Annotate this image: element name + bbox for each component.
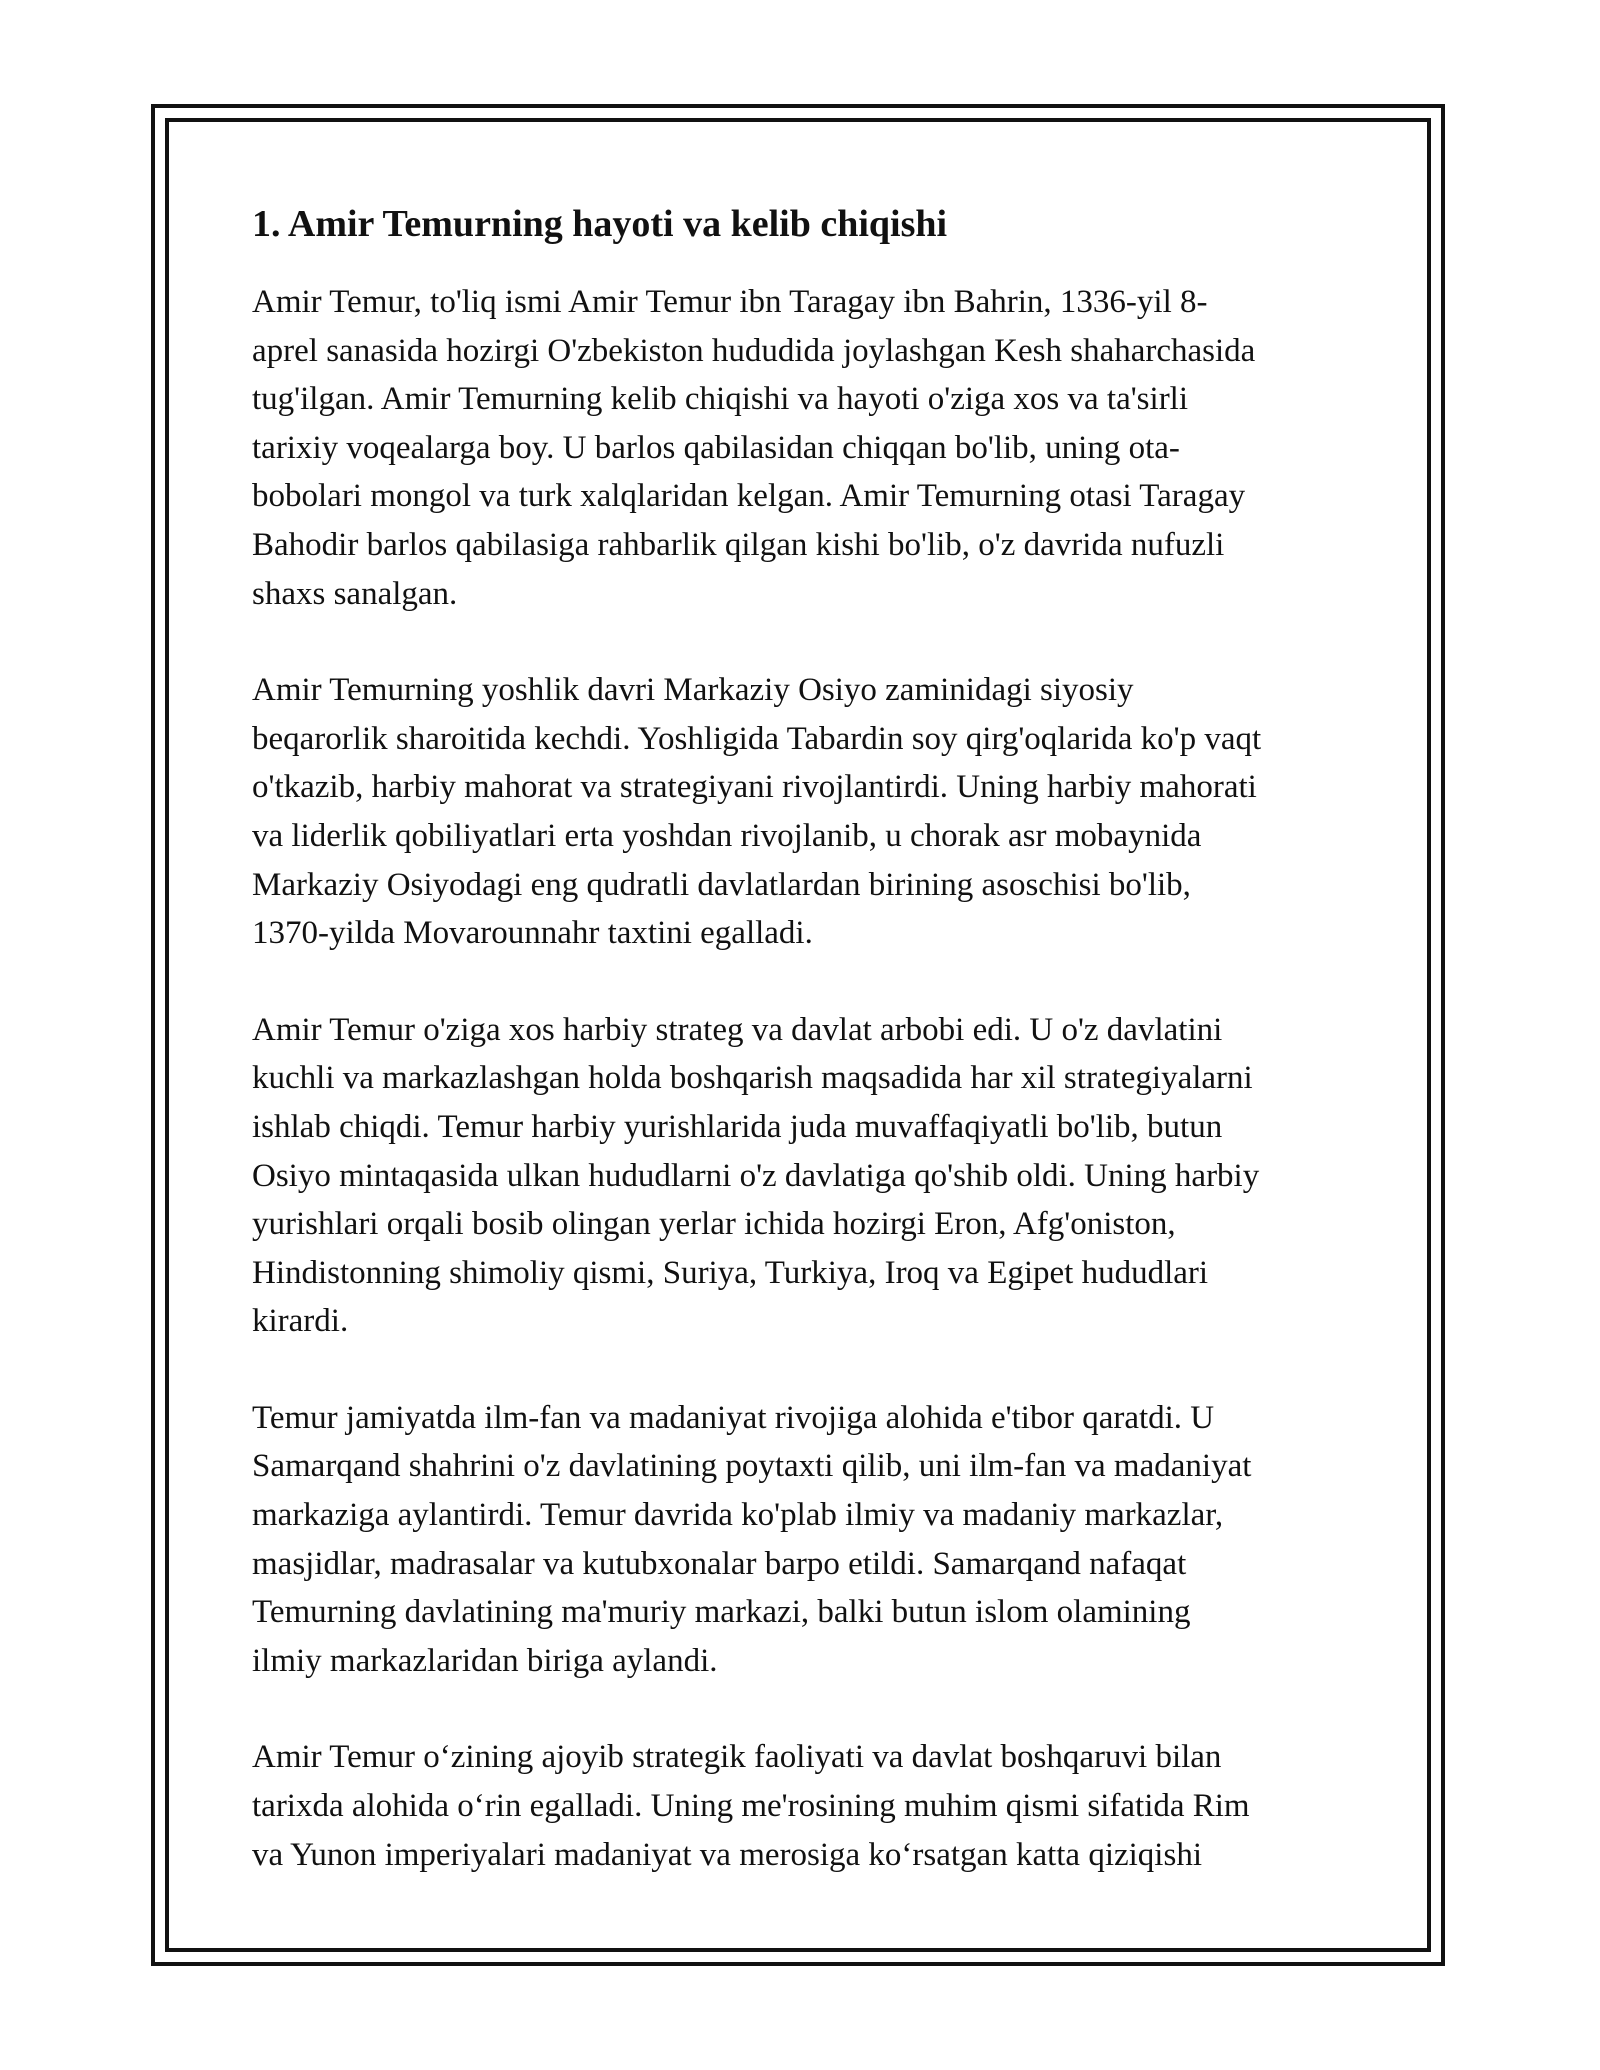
text-line: Bahodir barlos qabilasiga rahbarlik qilgan kishi bo'lib, o'z davrida nufuzli: [252, 526, 1225, 563]
page-border-outer: [151, 104, 1445, 1966]
text-line: tarixda alohida o‘rin egalladi. Uning me'rosining muhim qismi sifatida Rim: [252, 1788, 1250, 1825]
text-line: Amir Temur o‘zining ajoyib strategik faoliyati va davlat boshqaruvi bilan: [252, 1739, 1222, 1776]
text-line: aprel sanasida hozirgi O'zbekiston hududida joylashgan Kesh shaharchasida: [252, 332, 1256, 369]
paragraph: [252, 666, 1382, 958]
text-line: Markaziy Osiyodagi eng qudratli davlatlardan birining asoschisi bo'lib,: [252, 866, 1191, 903]
text-line: masjidlar, madrasalar va kutubxonalar barpo etildi. Samarqand nafaqat: [252, 1545, 1187, 1582]
text-line: kirardi.: [252, 1303, 349, 1340]
paragraph: [252, 278, 1382, 618]
text-line: Amir Temur o'ziga xos harbiy strateg va davlat arbobi edi. U o'z davlatini: [252, 1011, 1223, 1048]
text-line: ilmiy markazlaridan biriga aylandi.: [252, 1642, 718, 1679]
paragraph: [252, 1394, 1382, 1686]
text-line: tug'ilgan. Amir Temurning kelib chiqishi va hayoti o'ziga xos va ta'sirli: [252, 381, 1189, 418]
text-line: Temur jamiyatda ilm-fan va madaniyat rivojiga alohida e'tibor qaratdi. U: [252, 1399, 1215, 1436]
text-line: yurishlari orqali bosib olingan yerlar ichida hozirgi Eron, Afg'oniston,: [252, 1206, 1176, 1243]
text-line: o'tkazib, harbiy mahorat va strategiyani rivojlantirdi. Uning harbiy mahorati: [252, 769, 1257, 806]
text-line: Temurning davlatining ma'muriy markazi, balki butun islom olamining: [252, 1594, 1191, 1631]
text-line: tarixiy voqealarga boy. U barlos qabilasidan chiqqan bo'lib, uning ota-: [252, 429, 1180, 466]
paragraph: [252, 1733, 1382, 1879]
text-line: va liderlik qobiliyatlari erta yoshdan rivojlanib, u chorak asr mobaynida: [252, 817, 1202, 854]
text-line: kuchli va markazlashgan holda boshqarish maqsadida har xil strategiyalarni: [252, 1060, 1253, 1097]
text-line: Samarqand shahrini o'z davlatining poytaxti qilib, uni ilm-fan va madaniyat: [252, 1448, 1252, 1485]
text-line: Amir Temurning yoshlik davri Markaziy Osiyo zaminidagi siyosiy: [252, 672, 1134, 709]
text-line: Amir Temur, to'liq ismi Amir Temur ibn Taragay ibn Bahrin, 1336-yil 8-: [252, 284, 1208, 320]
text-line: va Yunon imperiyalari madaniyat va merosiga ko‘rsatgan katta qiziqishi: [252, 1836, 1202, 1873]
text-line: markaziga aylantirdi. Temur davrida ko'plab ilmiy va madaniy markazlar,: [252, 1497, 1224, 1534]
text-line: ishlab chiqdi. Temur harbiy yurishlarida juda muvaffaqiyatli bo'lib, butun: [252, 1108, 1223, 1145]
text-line: Osiyo mintaqasida ulkan hududlarni o'z davlatiga qo'shib oldi. Uning harbiy: [252, 1157, 1260, 1194]
text-line: beqarorlik sharoitida kechdi. Yoshligida Tabardin soy qirg'oqlarida ko'p vaqt: [252, 720, 1262, 757]
text-line: bobolari mongol va turk xalqlaridan kelgan. Amir Temurning otasi Taragay: [252, 478, 1246, 515]
paragraph: [252, 1006, 1382, 1346]
text-line: Hindistonning shimoliy qismi, Suriya, Turkiya, Iroq va Egipet hududlari: [252, 1254, 1209, 1291]
document-body: [252, 200, 1382, 1927]
section-heading: 1. Amir Temurning hayoti va kelib chiqishi: [252, 203, 948, 245]
page-border-inner: [165, 118, 1431, 1952]
text-line: 1370-yilda Movarounnahr taxtini egalladi.: [252, 915, 813, 952]
paragraph-list: [252, 278, 1382, 1879]
text-line: shaxs sanalgan.: [252, 575, 458, 612]
